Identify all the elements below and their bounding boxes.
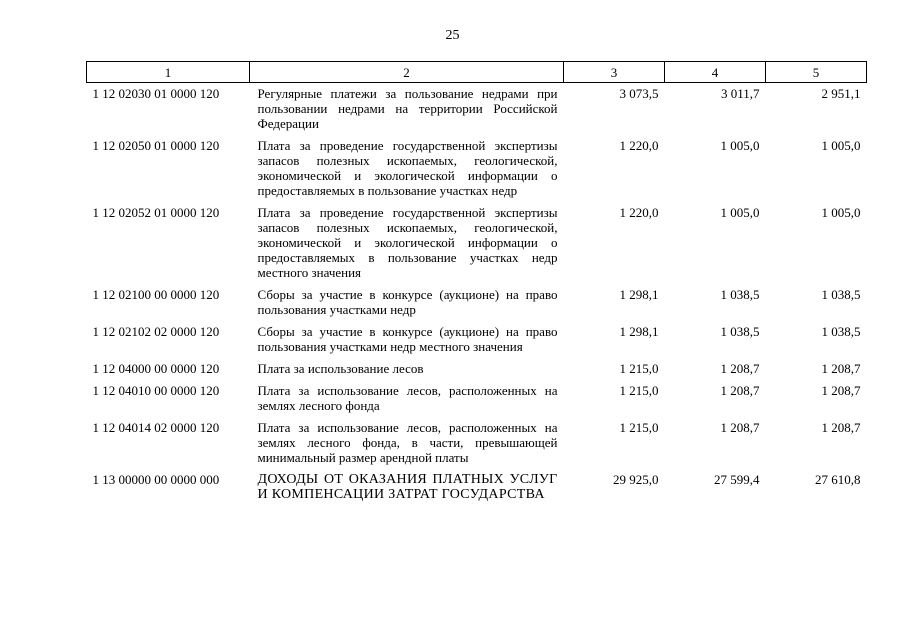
table-header-row: [87, 62, 867, 83]
table-row: [87, 417, 867, 469]
value-col5-cell: 2 951,1: [821, 86, 861, 101]
value-col4-cell: 27 599,4: [714, 472, 760, 487]
value-col5-cell: 1 208,7: [821, 383, 861, 398]
column-header-3: 3: [564, 62, 665, 83]
revenue-name-cell: Сборы за участие в конкурсе (аукционе) на право пользования участками недр: [257, 287, 558, 317]
budget-code-cell: 1 12 02052 01 0000 120: [92, 205, 220, 220]
budget-code-cell: 1 12 04010 00 0000 120: [92, 383, 220, 398]
table-row: [87, 83, 867, 136]
revenue-name-cell: Плата за проведение государственной экспертизы запасов полезных ископаемых, геологической, экономической и экологической информации о предоставляемых в пользование участках недр местного значения: [257, 205, 558, 280]
revenue-name-cell: Плата за использование лесов, расположенных на землях лесного фонда: [257, 383, 558, 413]
page-number: 25: [445, 28, 460, 43]
value-col3-cell: 3 073,5: [619, 86, 659, 101]
value-col3-cell: 29 925,0: [613, 472, 659, 487]
column-header-1: 1: [87, 62, 250, 83]
column-header-2: 2: [250, 62, 564, 83]
value-col4-cell: 1 208,7: [720, 383, 760, 398]
budget-code-cell: 1 12 02030 01 0000 120: [92, 86, 220, 101]
table-header: [87, 62, 867, 83]
value-col5-cell: 27 610,8: [815, 472, 861, 487]
budget-table: [86, 61, 867, 506]
column-header-5: 5: [766, 62, 867, 83]
value-col3-cell: 1 215,0: [619, 361, 659, 376]
revenue-name-cell: Регулярные платежи за пользование недрами при пользовании недрами на территории Российской Федерации: [257, 86, 558, 131]
value-col4-cell: 1 005,0: [720, 205, 760, 220]
value-col3-cell: 1 220,0: [619, 138, 659, 153]
value-col5-cell: 1 005,0: [821, 205, 861, 220]
revenue-name-cell: Сборы за участие в конкурсе (аукционе) на право пользования участками недр местного значения: [257, 324, 558, 354]
value-col5-cell: 1 208,7: [821, 420, 861, 435]
revenue-name-cell: Плата за использование лесов: [257, 361, 424, 376]
value-col4-cell: 1 038,5: [720, 324, 760, 339]
revenue-name-cell: Плата за проведение государственной экспертизы запасов полезных ископаемых, геологической, экономической и экологической информации о предоставляемых в пользование участках недр: [257, 138, 558, 198]
budget-code-cell: 1 12 04014 02 0000 120: [92, 420, 220, 435]
table-row: [87, 202, 867, 284]
revenue-name-cell: ДОХОДЫ ОТ ОКАЗАНИЯ ПЛАТНЫХ УСЛУГ И КОМПЕНСАЦИИ ЗАТРАТ ГОСУДАРСТВА: [257, 472, 558, 502]
budget-code-cell: 1 12 02100 00 0000 120: [92, 287, 220, 302]
table-row: [87, 469, 867, 506]
value-col4-cell: 1 208,7: [720, 361, 760, 376]
column-header-4: 4: [665, 62, 766, 83]
table-row: [87, 135, 867, 202]
table-row: [87, 321, 867, 358]
value-col5-cell: 1 038,5: [821, 324, 861, 339]
value-col3-cell: 1 215,0: [619, 420, 659, 435]
budget-code-cell: 1 12 02050 01 0000 120: [92, 138, 220, 153]
value-col4-cell: 1 208,7: [720, 420, 760, 435]
table-body: [87, 83, 867, 507]
value-col5-cell: 1 208,7: [821, 361, 861, 376]
table-row: [87, 284, 867, 321]
budget-code-cell: 1 12 04000 00 0000 120: [92, 361, 220, 376]
value-col4-cell: 1 038,5: [720, 287, 760, 302]
value-col4-cell: 1 005,0: [720, 138, 760, 153]
revenue-name-cell: Плата за использование лесов, расположенных на землях лесного фонда, в части, превышающей минимальный размер арендной платы: [257, 420, 558, 465]
budget-code-cell: 1 13 00000 00 0000 000: [92, 472, 220, 487]
table-row: [87, 358, 867, 380]
table-row: [87, 380, 867, 417]
budget-code-cell: 1 12 02102 02 0000 120: [92, 324, 220, 339]
value-col3-cell: 1 220,0: [619, 205, 659, 220]
value-col5-cell: 1 038,5: [821, 287, 861, 302]
value-col4-cell: 3 011,7: [720, 86, 760, 101]
value-col3-cell: 1 215,0: [619, 383, 659, 398]
value-col3-cell: 1 298,1: [619, 324, 659, 339]
value-col5-cell: 1 005,0: [821, 138, 861, 153]
value-col3-cell: 1 298,1: [619, 287, 659, 302]
